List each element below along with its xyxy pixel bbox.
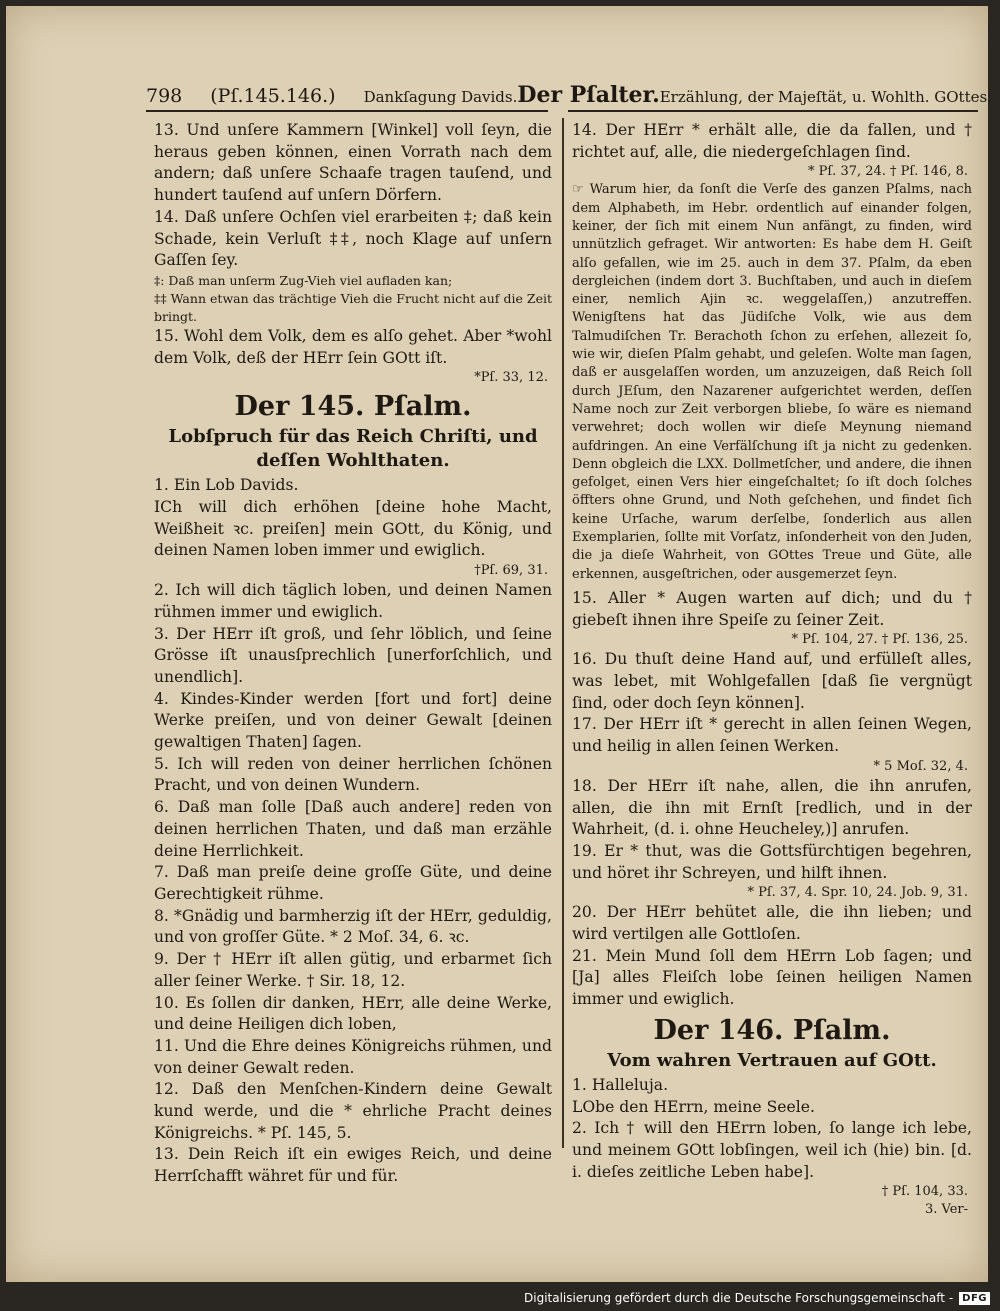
verse: 11. Und die Ehre deines Königreichs rühmen, und von deiner Gewalt reden. xyxy=(154,1036,552,1077)
header-rule-right xyxy=(568,110,978,112)
verse: 12. Daß den Menſchen-Kindern deine Gewalt kund werde, und die * ehrliche Pracht deines Königreichs. * Pſ. 145, 5. xyxy=(154,1080,552,1142)
verse: 19. Er * thut, was die Gottsfürchtigen begehren, und höret ihr Schreyen, und hilft ihnen. xyxy=(572,841,972,882)
verse: 18. Der HErr iſt nahe, allen, die ihn anrufen, allen, die ihn mit Ernſt [redlich, und in der Wahrheit, (d. i. ohne Heucheley,)] anrufen. xyxy=(572,776,972,839)
verse: 20. Der HErr behütet alle, die ihn lieben; und wird vertilgen alle Gottloſen. xyxy=(572,903,972,944)
header-left xyxy=(146,85,517,107)
verse: 13. Und unſere Kammern [Winkel] voll ſeyn, die heraus geben können, einen Vorrath nach dem andern; daß unſere Schaafe tragen tauſend, und hundert tauſend auf unſern Dörfern. xyxy=(154,121,552,205)
right-running-title: Erzählung, der Majeſtät, u. Wohlth. GOttes. xyxy=(659,88,992,106)
verse: 14. Daß unſere Ochſen viel erarbeiten ‡; daß kein Schade, kein Verluſt ‡‡, noch Klage auf unſern Gaſſen ſey. xyxy=(154,207,552,270)
verse: 1. Ein Lob Davids. xyxy=(154,476,299,495)
cross-reference: * Pſ. 37, 24. † Pſ. 146, 8. xyxy=(807,164,968,180)
verse: LObe den HErrn, meine Seele. xyxy=(572,1097,815,1116)
psalm-subtitle: Vom wahren Vertrauen auf GOtt. xyxy=(607,1049,937,1071)
cross-reference: 3. Ver- xyxy=(924,1202,968,1218)
cross-reference: * 5 Moſ. 32, 4. xyxy=(873,758,968,774)
left-column xyxy=(154,120,552,1188)
verse: 15. Wohl dem Volk, dem es alſo gehet. Aber *wohl dem Volk, deß der HErr ſein GOtt iſt. xyxy=(154,326,552,367)
psalm-subtitle: Lobſpruch für das Reich Chriſti, und deſſen Wohlthaten. xyxy=(168,426,538,472)
verse: 21. Mein Mund ſoll dem HErrn Lob ſagen; und [Ja] alles Fleiſch lobe ſeinen heiligen Namen immer und ewiglich. xyxy=(572,946,972,1009)
footnote: ‡‡ Wann etwan das trächtige Vieh die Frucht nicht auf die Zeit bringt. xyxy=(154,290,552,324)
verse: 13. Dein Reich iſt ein ewiges Reich, und deine Herrſchafft währet für und für. xyxy=(154,1145,552,1186)
cross-reference: † Pſ. 104, 33. xyxy=(881,1184,968,1200)
psalm-range: (Pſ.145.146.) xyxy=(210,85,336,107)
cross-reference: * Pſ. 37, 4. Spr. 10, 24. Job. 9, 31. xyxy=(747,885,968,901)
verse: 6. Daß man ſolle [Daß auch andere] reden von deinen herrlichen Thaten, und daß man erzähle deine Herrlichkeit. xyxy=(154,798,552,860)
verse: 16. Du thuſt deine Hand auf, und erfülleſt alles, was lebet, mit Wohlgefallen [daß ſie vergnügt ſind, oder doch ſeyn können]. xyxy=(572,650,972,712)
verse: 4. Kindes-Kinder werden [fort und fort] deine Werke preiſen, und von deiner Gewalt [deinen gewaltigen Thaten] ſagen. xyxy=(154,689,552,752)
psalm-title: Der 145. Pſalm. xyxy=(234,391,472,423)
verse: 7. Daß man preiſe deine groſſe Güte, und deine Gerechtigkeit rühme. xyxy=(154,863,552,903)
psalm-title: Der 146. Pſalm. xyxy=(653,1014,891,1046)
header-rule-left xyxy=(146,110,548,112)
verse: 1. Halleluja. xyxy=(572,1075,669,1094)
book-page xyxy=(6,6,992,1282)
left-running-title: Dankſagung Davids. xyxy=(363,88,518,106)
column-divider xyxy=(562,118,564,1148)
cross-reference: * Pſ. 104, 27. † Pſ. 136, 25. xyxy=(791,632,968,648)
digitization-footer xyxy=(524,1288,990,1308)
verse: 15. Aller * Augen warten auf dich; und du † giebeſt ihnen ihre Speiſe zu ſeiner Zeit. xyxy=(572,588,972,629)
cross-reference: †Pſ. 69, 31. xyxy=(474,563,548,579)
verse: 3. Der HErr iſt groß, und ſehr löblich, und ſeine Grösse iſt unausſprechlich [unerforſchlich, und unendlich]. xyxy=(154,624,552,686)
book-title: Der Pſalter. xyxy=(517,82,660,108)
cross-reference: *Pſ. 33, 12. xyxy=(474,370,548,386)
commentary-note: ☞ Warum hier, da ſonſt die Verſe des ganzen Pſalms, nach dem Alphabeth, im Hebr. ordentlich auf einander folgen, keiner, der ſich mit einem Nun anfängt, zu finden, wird unnützlich gefraget. Wir antworten: Es habe dem H. Geiſt alſo gefallen, wie im 25. auch in dem 37. Pſalm, da eben dergleichen (indem dort 3. Buchſtaben, und auch in dieſem einer, nemlich Ajin ꝛc. weggelaſſen,) anzutreffen. Wenigſtens hat das Jüdiſche Volk, wie aus dem Talmudiſchen Tr. Berachoth ſchon zu erſehen, allezeit ſo, wie wir, dieſen Pſalm gehabt, und geleſen. Wolte man ſagen, daß er ausgelaſſen worden, um anzuzeigen, daß Reich ſoll durch JEſum, den Nazarener aufgerichtet werden, deſſen Name noch zur Zeit verborgen bliebe, ſo wäre es niemand verwehret; doch wollen wir dieſe Meynung niemand aufdringen. An eine Verfälſchung iſt ja nicht zu gedenken. Denn obgleich die LXX. Dollmetſcher, und andere, die ihnen gefolget, einen Vers hier eingeſchaltet; ſo iſt doch ſolches öffters ohne Grund, und Noth geſchehen, und findet ſich keine Urſache, warum derſelbe, ſonderlich aus allen Exemplarien, ſollte mit Vorſatz, inſonderheit von den Juden, die ja dieſe Wahrheit, von GOttes Treue und Güte, alle erkennen, ausgeſtrichen, oder ausgemerzet ſeyn. xyxy=(572,182,972,582)
verse: 14. Der HErr * erhält alle, die da fallen, und † richtet auf, alle, die niedergeſchlagen ſind. xyxy=(572,121,972,161)
dfg-logo: DFG xyxy=(959,1292,990,1305)
verse: 2. Ich † will den HErrn loben, ſo lange ich lebe, und meinem GOtt lobſingen, weil ich (hie) bin. [d. i. dieſes zeitliche Leben habe]. xyxy=(572,1119,972,1181)
verse: ICh will dich erhöhen [deine hohe Macht, Weißheit ꝛc. preiſen] mein GOtt, du König, und deinen Namen loben immer und ewiglich. xyxy=(154,498,552,560)
footnote: ‡: Daß man unſerm Zug-Vieh viel aufladen kan; xyxy=(154,272,453,288)
verse: 17. Der HErr iſt * gerecht in allen ſeinen Wegen, und heilig in allen ſeinen Werken. xyxy=(572,715,972,756)
page-header xyxy=(146,82,992,108)
right-column xyxy=(572,120,972,1219)
verse: 8. *Gnädig und barmherzig iſt der HErr, geduldig, und von groſſer Güte. * 2 Moſ. 34, 6. ꝛc. xyxy=(154,906,552,947)
verse: 5. Ich will reden von deiner herrlichen ſchönen Pracht, und von deinen Wundern. xyxy=(154,754,552,795)
verse: 2. Ich will dich täglich loben, und deinen Namen rühmen immer und ewiglich. xyxy=(154,581,552,621)
footer-credit: Digitalisierung gefördert durch die Deutsche Forschungsgemeinschaft - xyxy=(524,1291,954,1305)
verse: 10. Es ſollen dir danken, HErr, alle deine Werke, und deine Heiligen dich loben, xyxy=(154,993,552,1034)
verse: 9. Der † HErr iſt allen gütig, und erbarmet ſich aller ſeiner Werke. † Sir. 18, 12. xyxy=(154,950,552,990)
page-number: 798 xyxy=(146,85,183,107)
